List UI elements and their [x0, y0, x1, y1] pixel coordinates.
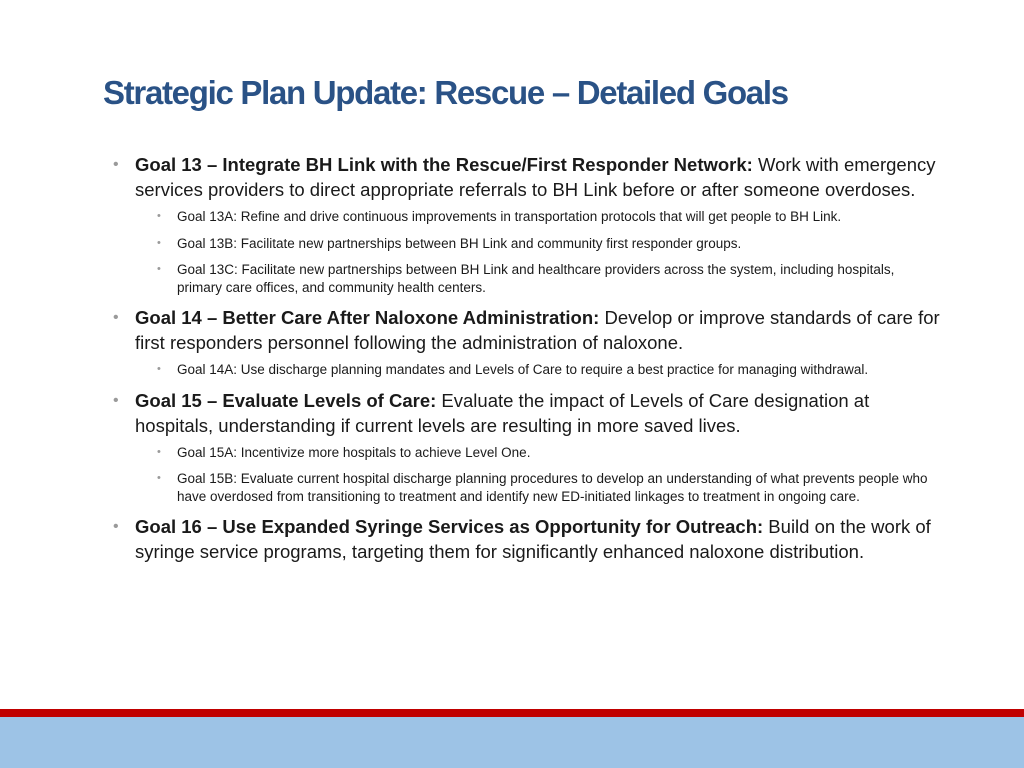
goal-description: Work with emergency services providers to direct appropriate referrals to BH Link before or after someone overdoses. [135, 154, 936, 200]
subgoal-item [135, 361, 943, 379]
sub-bullet-icon: • [157, 472, 161, 484]
bullet-icon: • [113, 156, 119, 173]
sub-bullet-icon: • [157, 263, 161, 275]
footer-blue-band [0, 717, 1024, 768]
goal-heading: Goal 16 – Use Expanded Syringe Services as Opportunity for Outreach: [135, 516, 764, 537]
subgoal-text: Goal 13A: Refine and drive continuous improvements in transportation protocols that will get people to BH Link. [177, 209, 842, 224]
sub-bullet-icon: • [157, 210, 161, 222]
subgoal-text: Goal 13C: Facilitate new partnerships between BH Link and healthcare providers across the system, including hospitals, primary care offices, and community health centers. [177, 262, 895, 295]
goal-heading: Goal 13 – Integrate BH Link with the Rescue/First Responder Network: [135, 154, 753, 175]
bullet-icon: • [113, 309, 119, 326]
goal-item [113, 514, 943, 564]
goal-item [113, 152, 943, 296]
subgoal-list [135, 444, 943, 506]
footer-red-stripe [0, 709, 1024, 717]
subgoal-text: Goal 13B: Facilitate new partnerships between BH Link and community first responder groups. [177, 235, 742, 251]
subgoal-item [135, 235, 943, 253]
goal-heading: Goal 14 – Better Care After Naloxone Administration: [135, 307, 600, 328]
sub-bullet-icon: • [157, 363, 161, 375]
goal-item [113, 388, 943, 506]
goals-list [113, 152, 943, 570]
subgoal-item [135, 208, 943, 226]
subgoal-list [135, 361, 943, 379]
sub-bullet-icon: • [157, 236, 161, 249]
subgoal-text: Goal 15A: Incentivize more hospitals to achieve Level One. [177, 444, 531, 460]
bullet-icon: • [113, 518, 119, 535]
goal-item [113, 305, 943, 379]
goal-description: Evaluate the impact of Levels of Care designation at hospitals, understanding if current levels are resulting in more saved lives. [135, 389, 870, 436]
goal-description: Build on the work of syringe service programs, targeting them for significantly enhanced naloxone distribution. [135, 516, 931, 562]
subgoal-item [135, 470, 943, 505]
goal-heading: Goal 15 – Evaluate Levels of Care: [135, 389, 437, 411]
subgoal-text: Goal 15B: Evaluate current hospital discharge planning procedures to develop an understanding of what prevents people who have overdosed from transitioning to treatment and identify new ED-initiated linkages to treatment in ongoing care. [177, 471, 928, 504]
bullet-icon: • [113, 391, 119, 409]
goal-description: Develop or improve standards of care for first responders personnel following the administration of naloxone. [135, 307, 940, 353]
slide-title: Strategic Plan Update: Rescue – Detailed Goals [103, 74, 788, 111]
subgoal-text: Goal 14A: Use discharge planning mandates and Levels of Care to require a best practice for managing withdrawal. [177, 362, 869, 377]
subgoal-list [135, 208, 943, 296]
subgoal-item [135, 261, 943, 296]
sub-bullet-icon: • [157, 445, 161, 458]
subgoal-item [135, 444, 943, 462]
